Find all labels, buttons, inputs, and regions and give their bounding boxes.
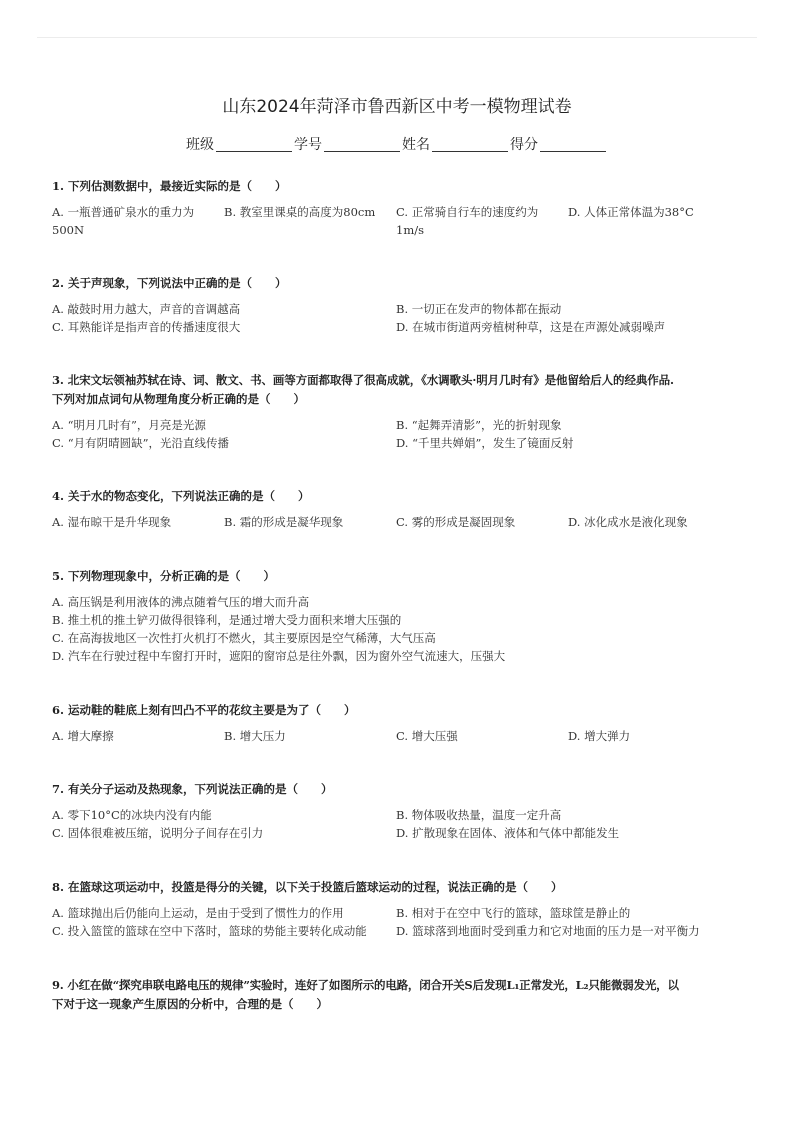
option-a: A. 一瓶普通矿泉水的重力为500N xyxy=(52,205,195,237)
page-top-rule xyxy=(37,37,757,38)
options-row xyxy=(52,318,752,336)
student-number-blank xyxy=(324,137,400,152)
question-5 xyxy=(52,567,752,665)
student-number-label: 学号 xyxy=(294,137,322,153)
option-c: C. “月有阴晴圆缺”，光沿直线传播 xyxy=(52,436,229,450)
option-a: A. 篮球抛出后仍能向上运动，是由于受到了惯性力的作用 xyxy=(52,906,344,920)
option-c: C. 增大压强 xyxy=(396,729,458,743)
option-b: B. 教室里课桌的高度为80cm xyxy=(224,205,376,219)
option-d: D. 汽车在行驶过程中车窗打开时，遮阳的窗帘总是往外飘，因为窗外空气流速大，压强大 xyxy=(52,649,506,663)
score-blank xyxy=(540,137,606,152)
question-stem: 7. 有关分子运动及热现象，下列说法正确的是（ ） xyxy=(52,782,333,796)
name-blank xyxy=(432,137,508,152)
options-row xyxy=(52,513,752,531)
options-row xyxy=(52,434,752,452)
options-row xyxy=(52,904,752,922)
question-stem: 6. 运动鞋的鞋底上刻有凹凸不平的花纹主要是为了（ ） xyxy=(52,703,356,717)
option-a: A. 敲鼓时用力越大，声音的音调越高 xyxy=(52,302,241,316)
options-row xyxy=(52,203,752,239)
question-stem: 8. 在篮球这项运动中，投篮是得分的关键，以下关于投篮后篮球运动的过程，说法正确的是（ ） xyxy=(52,880,563,894)
options-row xyxy=(52,416,752,434)
question-stem: 1. 下列估测数据中，最接近实际的是（ ） xyxy=(52,179,287,193)
option-c: C. 耳熟能详是指声音的传播速度很大 xyxy=(52,320,241,334)
question-3 xyxy=(52,371,752,452)
question-4 xyxy=(52,487,752,531)
question-1 xyxy=(52,177,752,239)
name-label: 姓名 xyxy=(402,137,430,153)
option-c: C. 在高海拔地区一次性打火机打不燃火，其主要原因是空气稀薄，大气压高 xyxy=(52,631,436,645)
question-7 xyxy=(52,780,752,842)
option-a: A. 湿布晾干是升华现象 xyxy=(52,515,172,529)
option-d: D. 在城市街道两旁植树种草，这是在声源处减弱噪声 xyxy=(396,320,666,334)
option-d: D. 篮球落到地面时受到重力和它对地面的压力是一对平衡力 xyxy=(396,924,700,938)
score-label: 得分 xyxy=(510,137,538,153)
question-8 xyxy=(52,878,752,940)
option-d: D. “千里共婵娟”，发生了镜面反射 xyxy=(396,436,574,450)
question-stem-line: 下列对加点词句从物理角度分析正确的是（ ） xyxy=(52,392,305,406)
exam-title: 山东2024年菏泽市鲁西新区中考一模物理试卷 xyxy=(222,97,572,117)
option-a: A. 高压锅是利用液体的沸点随着气压的增大而升高 xyxy=(52,595,310,609)
option-b: B. “起舞弄清影”，光的折射现象 xyxy=(396,418,562,432)
option-c: C. 正常骑自行车的速度约为1m/s xyxy=(396,205,539,237)
option-c: C. 雾的形成是凝固现象 xyxy=(396,515,516,529)
option-b: B. 物体吸收热量，温度一定升高 xyxy=(396,808,562,822)
option-a: A. 零下10°C的冰块内没有内能 xyxy=(52,808,212,822)
option-b: B. 霜的形成是凝华现象 xyxy=(224,515,344,529)
options-row xyxy=(52,806,752,824)
option-d: D. 增大弹力 xyxy=(568,729,631,743)
options-row xyxy=(52,300,752,318)
question-stem: 4. 关于水的物态变化，下列说法正确的是（ ） xyxy=(52,489,310,503)
option-c: C. 投入篮筐的篮球在空中下落时，篮球的势能主要转化成动能 xyxy=(52,924,367,938)
question-6 xyxy=(52,701,752,745)
option-d: D. 扩散现象在固体、液体和气体中都能发生 xyxy=(396,826,620,840)
options-row xyxy=(52,824,752,842)
option-c: C. 固体很难被压缩，说明分子间存在引力 xyxy=(52,826,264,840)
question-stem: 2. 关于声现象，下列说法中正确的是（ ） xyxy=(52,276,287,290)
question-stem-line: 3. 北宋文坛领袖苏轼在诗、词、散文、书、画等方面都取得了很高成就，《水调歌头·明月几时有》是他留给后人的经典作品. xyxy=(52,373,674,387)
options-row xyxy=(52,922,752,940)
question-stem: 5. 下列物理现象中，分析正确的是（ ） xyxy=(52,569,276,583)
question-9 xyxy=(52,976,752,1014)
options-row xyxy=(52,727,752,745)
option-b: B. 相对于在空中飞行的篮球，篮球筐是静止的 xyxy=(396,906,631,920)
option-b: B. 增大压力 xyxy=(224,729,286,743)
question-stem-line: 9. 小红在做“探究串联电路电压的规律”实验时，连好了如图所示的电路，闭合开关S后发现L₁正常发光，L₂只能微弱发光，以 xyxy=(52,978,679,992)
option-a: A. “明月几时有”，月亮是光源 xyxy=(52,418,206,432)
option-d: D. 人体正常体温为38°C xyxy=(568,205,694,219)
question-2 xyxy=(52,274,752,336)
option-d: D. 冰化成水是液化现象 xyxy=(568,515,688,529)
student-info-line xyxy=(0,134,794,154)
class-label: 班级 xyxy=(186,137,214,153)
option-b: B. 一切正在发声的物体都在振动 xyxy=(396,302,562,316)
class-blank xyxy=(216,137,292,152)
question-stem-line: 下对于这一现象产生原因的分析中，合理的是（ ） xyxy=(52,997,328,1011)
option-a: A. 增大摩擦 xyxy=(52,729,114,743)
option-b: B. 推土机的推土铲刃做得很锋利，是通过增大受力面积来增大压强的 xyxy=(52,613,402,627)
